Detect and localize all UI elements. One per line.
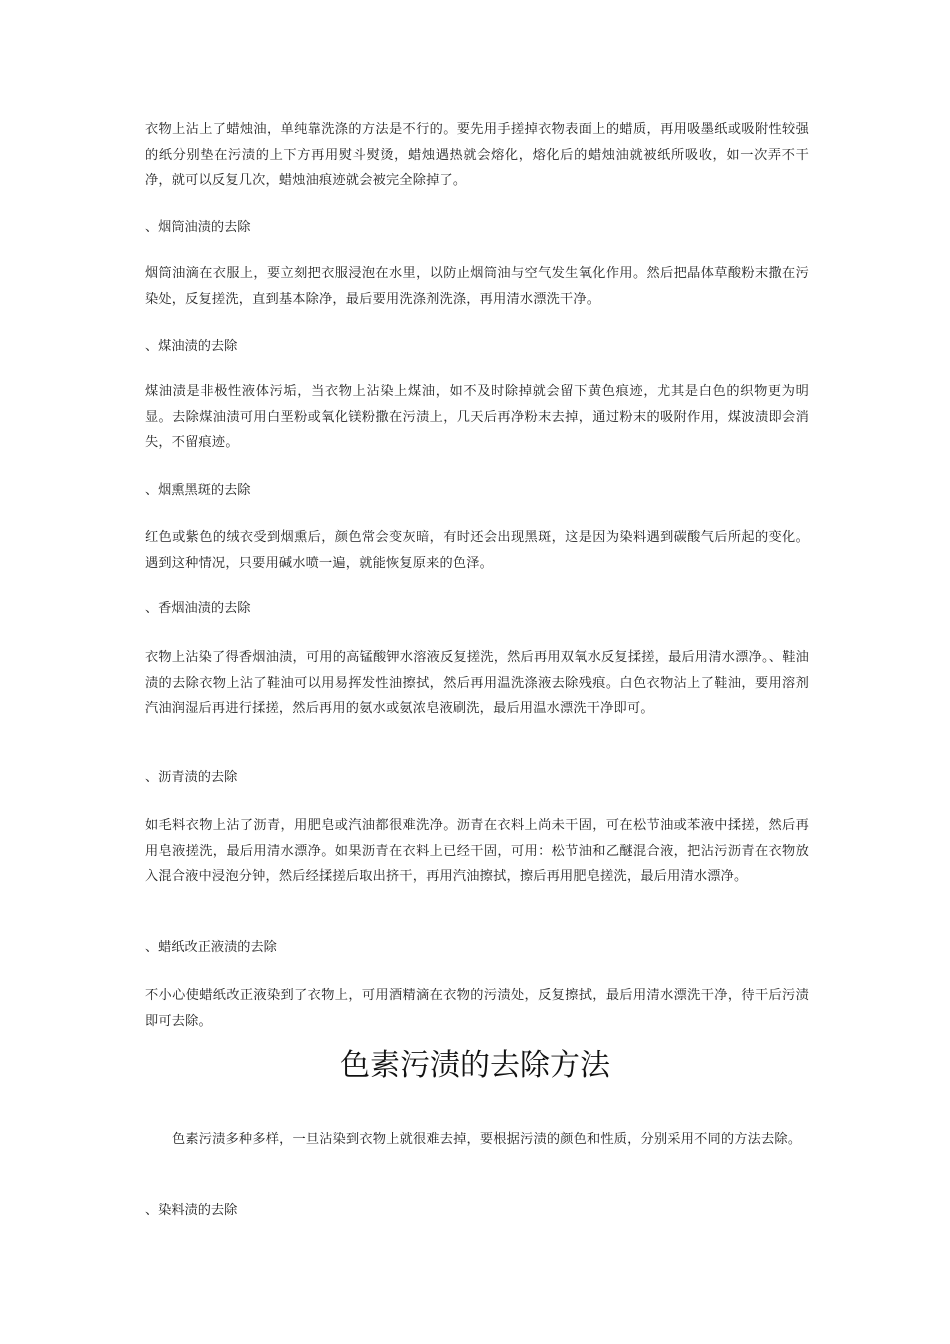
section-title-text: 色素污渍的去除方法 bbox=[340, 1048, 610, 1083]
paragraph-cigarette-oil: 衣物上沾染了得香烟油渍，可用的高锰酸钾水溶液反复搓洗，然后再用双氧水反复揉搓，最后用清水漂净。、鞋油渍的去除衣物上沾了鞋油可以用易挥发性油擦拭，然后再用温洗涤液去除残痕。白色衣物沾上了鞋油，要用溶剂汽油润湿后再进行揉搓，然后再用的氨水或氨浓皂液刷洗，最后用温水漂洗干净即可。 bbox=[145, 650, 809, 716]
heading-cigarette-oil: 、香烟油渍的去除 bbox=[145, 601, 251, 616]
paragraph-pipe-oil: 烟筒油滴在衣服上，要立刻把衣服浸泡在水里，以防止烟筒油与空气发生氧化作用。然后把晶体草酸粉末撒在污染处，反复搓洗，直到基本除净，最后要用洗涤剂洗涤，再用清水漂洗干净。 bbox=[145, 266, 809, 307]
paragraph-wax-stain: 衣物上沾上了蜡烛油，单纯靠洗涤的方法是不行的。要先用手搓掉衣物表面上的蜡质，再用吸墨纸或吸附性较强的纸分别垫在污渍的上下方再用熨斗熨烫，蜡烛遇热就会熔化，熔化后的蜡烛油就被纸所吸收，如一次弄不干净，就可以反复几次，蜡烛油痕迹就会被完全除掉了。 bbox=[145, 122, 809, 188]
paragraph-smoke-stain: 红色或紫色的绒衣受到烟熏后，颜色常会变灰暗，有时还会出现黑斑，这是因为染料遇到碳酸气后所起的变化。遇到这种情况，只要用碱水喷一遍，就能恢复原来的色泽。 bbox=[145, 530, 809, 571]
paragraph-kerosene: 煤油渍是非极性液体污垢，当衣物上沾染上煤油，如不及时除掉就会留下黄色痕迹，尤其是白色的织物更为明显。去除煤油渍可用白垩粉或氧化镁粉撒在污渍上，几天后再净粉末去掉，通过粉末的吸附作用，煤波渍即会消失，不留痕迹。 bbox=[145, 384, 809, 450]
heading-smoke-stain: 、烟熏黑斑的去除 bbox=[145, 483, 251, 498]
paragraph-asphalt: 如毛料衣物上沾了沥青，用肥皂或汽油都很难洗净。沥青在衣料上尚未干固，可在松节油或苯液中揉搓，然后再用皂液搓洗，最后用清水漂净。如果沥青在衣料上已经干固，可用：松节油和乙醚混合液，把沾污沥青在衣物放入混合液中浸泡分钟，然后经揉搓后取出挤干，再用汽油擦拭，擦后再用肥皂搓洗，最后用清水漂净。 bbox=[145, 818, 809, 884]
heading-asphalt: 、沥青渍的去除 bbox=[145, 770, 238, 785]
heading-dye-stain: 、染料渍的去除 bbox=[145, 1203, 238, 1218]
heading-correction-fluid: 、蜡纸改正液渍的去除 bbox=[145, 940, 277, 955]
section-title bbox=[0, 1044, 950, 1088]
paragraph-correction-fluid: 不小心使蜡纸改正液染到了衣物上，可用酒精滴在衣物的污渍处，反复擦拭，最后用清水漂洗干净，待干后污渍即可去除。 bbox=[145, 988, 809, 1029]
heading-kerosene: 、煤油渍的去除 bbox=[145, 339, 238, 354]
paragraph-intro: 色素污渍多种多样，一旦沾染到衣物上就很难去掉，要根据污渍的颜色和性质，分别采用不同的方法去除。 bbox=[172, 1132, 802, 1147]
heading-pipe-oil: 、烟筒油渍的去除 bbox=[145, 220, 251, 235]
